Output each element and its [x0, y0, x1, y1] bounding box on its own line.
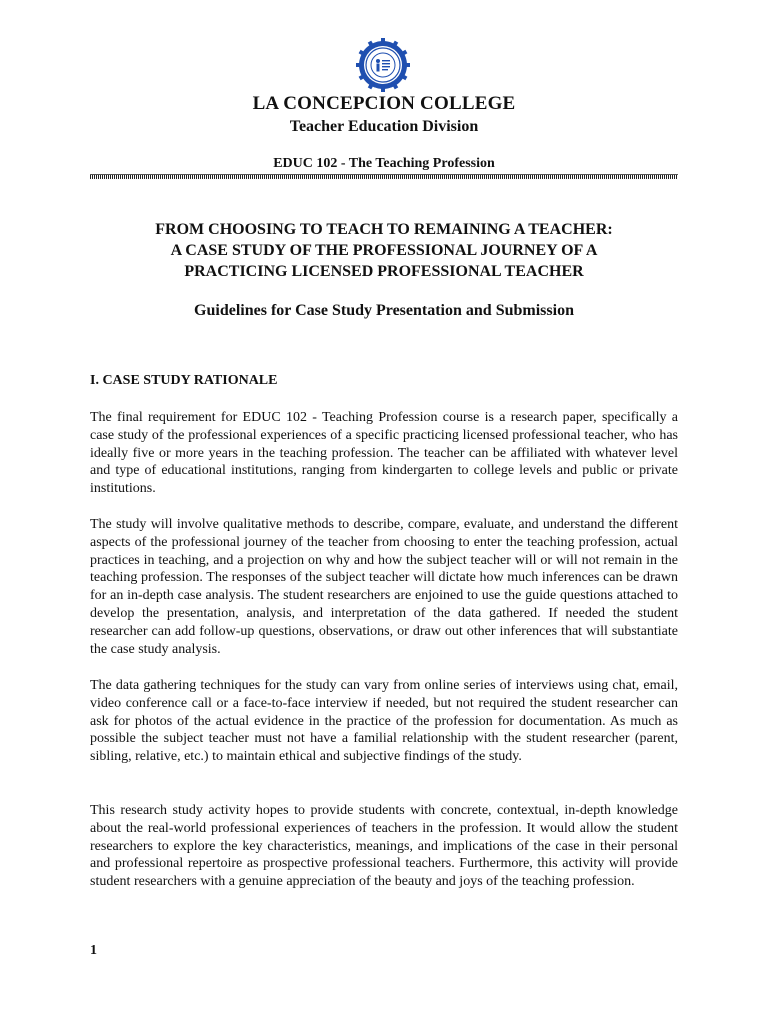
college-seal-icon: [356, 38, 410, 92]
document-title: [0, 219, 768, 282]
document-subtitle: Guidelines for Case Study Presentation and Submission: [194, 302, 574, 319]
section-heading: I. CASE STUDY RATIONALE: [90, 373, 278, 388]
division-name: Teacher Education Division: [289, 118, 479, 135]
college-name: LA CONCEPCION COLLEGE: [252, 93, 516, 114]
body-paragraph: This research study activity hopes to provide students with concrete, contextual, in-depth knowledge about the real-world professional experiences of teachers in the profession. It would allow the student researchers to explore the key characteristics, meanings, and implications of the case in their personal and professional repertoire as prospective professional teachers. Furthermore, this activity will provide student researchers with a genuine appreciation of the beauty and joys of the teaching profession.: [90, 803, 678, 890]
body-paragraph: The study will involve qualitative methods to describe, compare, evaluate, and understand the different aspects of the professional journey of the teacher from choosing to enter the teaching profession, actual practices in teaching, and a projection on why and how the subject teacher will or will not remain in the teaching profession. The responses of the subject teacher will dictate how much inferences can be drawn for an in-depth case analysis. The student researchers are enjoined to use the guide questions attached to develop the presentation, analysis, and interpretation of the data gathered. If needed the student researcher can add follow-up questions, observations, or draw out other inferences that will substantiate the case study analysis.: [90, 517, 678, 657]
header-divider: [90, 174, 678, 179]
title-line: A CASE STUDY OF THE PROFESSIONAL JOURNEY OF A: [170, 242, 598, 259]
title-line: PRACTICING LICENSED PROFESSIONAL TEACHER: [184, 263, 584, 280]
title-line: FROM CHOOSING TO TEACH TO REMAINING A TEACHER:: [155, 221, 613, 238]
body-paragraph: The final requirement for EDUC 102 - Teaching Profession course is a research paper, specifically a case study of the professional experiences of a specific practicing licensed professional teacher, who has ideally five or more years in the teaching profession. The teacher can be affiliated with whatever level and type of educational institutions, ranging from kindergarten to college levels and public or private institutions.: [90, 410, 678, 497]
body-paragraph: The data gathering techniques for the study can vary from online series of interviews using chat, email, video conference call or a face-to-face interview if needed, but not required the student researcher can ask for photos of the actual evidence in the practice of the profession for documentation. As much as possible the subject teacher must not have a familial relationship with the student researcher (parent, sibling, relative, etc.) to maintain ethical and subjective findings of the study.: [90, 678, 678, 765]
course-title: EDUC 102 - The Teaching Profession: [273, 156, 495, 171]
page-number: 1: [90, 943, 97, 958]
